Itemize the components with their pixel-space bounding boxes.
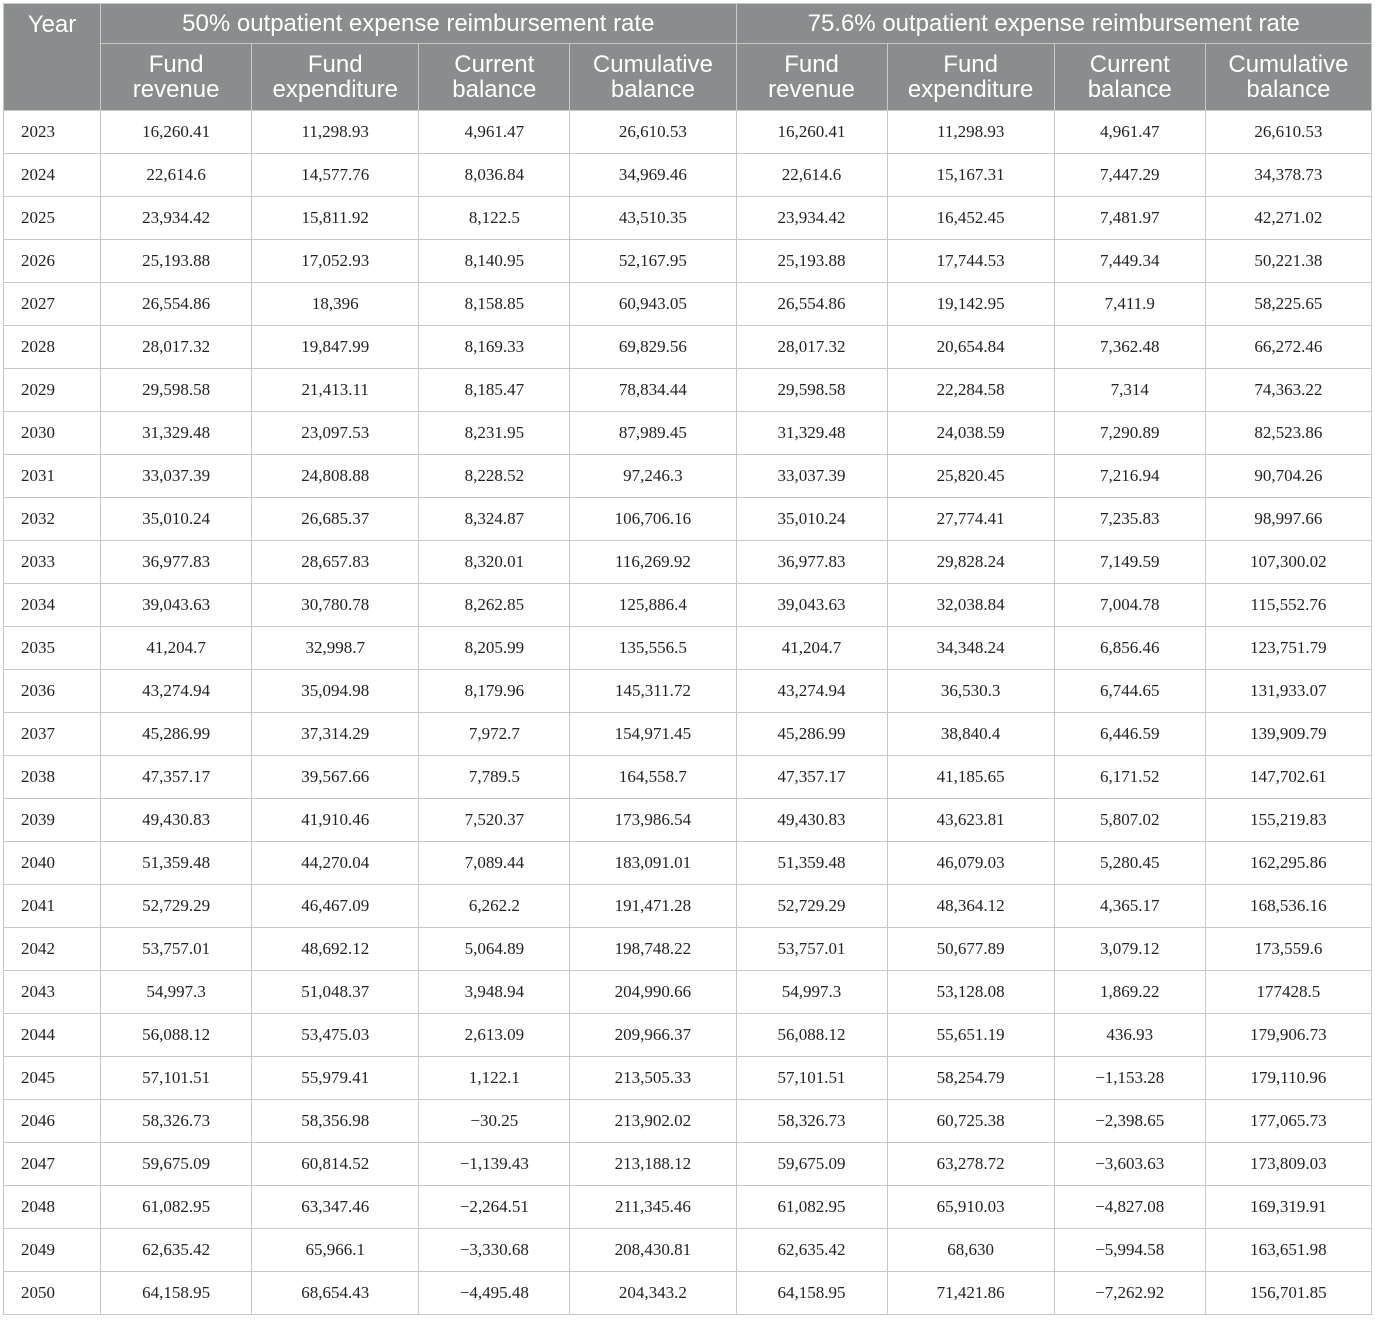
fund-revenue-cell: 28,017.32 <box>101 326 252 369</box>
cumulative-balance-cell: 42,271.02 <box>1205 197 1371 240</box>
fund-revenue-cell: 53,757.01 <box>101 928 252 971</box>
current-balance-cell: 7,290.89 <box>1054 412 1205 455</box>
table-row <box>4 326 1372 369</box>
year-cell: 2042 <box>4 928 101 971</box>
table-row <box>4 627 1372 670</box>
cumulative-balance-cell: 34,378.73 <box>1205 154 1371 197</box>
year-cell: 2043 <box>4 971 101 1014</box>
current-balance-cell: 4,961.47 <box>1054 111 1205 154</box>
current-balance-cell: 8,036.84 <box>419 154 570 197</box>
current-balance-cell: 7,972.7 <box>419 713 570 756</box>
fund-expenditure-cell: 51,048.37 <box>252 971 419 1014</box>
cumulative-balance-cell: 183,091.01 <box>570 842 736 885</box>
fund-revenue-cell: 45,286.99 <box>101 713 252 756</box>
group-header-75-6pct: 75.6% outpatient expense reimbursement rate <box>736 4 1372 44</box>
table-row <box>4 1186 1372 1229</box>
col-header-cumulative-balance: Cumulative balance <box>1205 44 1371 111</box>
group-header-50pct: 50% outpatient expense reimbursement rate <box>101 4 736 44</box>
table-row <box>4 455 1372 498</box>
year-cell: 2034 <box>4 584 101 627</box>
cumulative-balance-cell: 168,536.16 <box>1205 885 1371 928</box>
fund-expenditure-cell: 48,364.12 <box>887 885 1054 928</box>
current-balance-cell: −1,139.43 <box>419 1143 570 1186</box>
table-row <box>4 240 1372 283</box>
current-balance-cell: 6,171.52 <box>1054 756 1205 799</box>
col-header-fund-revenue: Fund revenue <box>736 44 887 111</box>
year-cell: 2036 <box>4 670 101 713</box>
current-balance-cell: 1,869.22 <box>1054 971 1205 1014</box>
current-balance-cell: −1,153.28 <box>1054 1057 1205 1100</box>
cumulative-balance-cell: 204,343.2 <box>570 1272 736 1315</box>
fund-revenue-cell: 57,101.51 <box>101 1057 252 1100</box>
fund-revenue-cell: 53,757.01 <box>736 928 887 971</box>
cumulative-balance-cell: 66,272.46 <box>1205 326 1371 369</box>
cumulative-balance-cell: 208,430.81 <box>570 1229 736 1272</box>
fund-revenue-cell: 58,326.73 <box>736 1100 887 1143</box>
fund-revenue-cell: 64,158.95 <box>101 1272 252 1315</box>
cumulative-balance-cell: 191,471.28 <box>570 885 736 928</box>
table-row <box>4 1272 1372 1315</box>
table-row <box>4 670 1372 713</box>
table-row <box>4 283 1372 326</box>
fund-revenue-cell: 45,286.99 <box>736 713 887 756</box>
year-cell: 2041 <box>4 885 101 928</box>
current-balance-cell: −3,330.68 <box>419 1229 570 1272</box>
current-balance-cell: 8,324.87 <box>419 498 570 541</box>
cumulative-balance-cell: 147,702.61 <box>1205 756 1371 799</box>
fund-expenditure-cell: 46,467.09 <box>252 885 419 928</box>
current-balance-cell: 3,948.94 <box>419 971 570 1014</box>
year-cell: 2035 <box>4 627 101 670</box>
fund-expenditure-cell: 30,780.78 <box>252 584 419 627</box>
table-row <box>4 197 1372 240</box>
fund-expenditure-cell: 60,814.52 <box>252 1143 419 1186</box>
fund-expenditure-cell: 58,356.98 <box>252 1100 419 1143</box>
fund-revenue-cell: 62,635.42 <box>736 1229 887 1272</box>
current-balance-cell: −2,398.65 <box>1054 1100 1205 1143</box>
fund-revenue-cell: 33,037.39 <box>101 455 252 498</box>
year-cell: 2027 <box>4 283 101 326</box>
current-balance-cell: −4,827.08 <box>1054 1186 1205 1229</box>
year-cell: 2031 <box>4 455 101 498</box>
current-balance-cell: 1,122.1 <box>419 1057 570 1100</box>
fund-expenditure-cell: 18,396 <box>252 283 419 326</box>
fund-revenue-cell: 61,082.95 <box>736 1186 887 1229</box>
fund-expenditure-cell: 19,142.95 <box>887 283 1054 326</box>
fund-revenue-cell: 61,082.95 <box>101 1186 252 1229</box>
fund-expenditure-cell: 46,079.03 <box>887 842 1054 885</box>
fund-expenditure-cell: 35,094.98 <box>252 670 419 713</box>
fund-expenditure-cell: 20,654.84 <box>887 326 1054 369</box>
fund-expenditure-cell: 38,840.4 <box>887 713 1054 756</box>
fund-expenditure-cell: 55,979.41 <box>252 1057 419 1100</box>
fund-revenue-cell: 56,088.12 <box>736 1014 887 1057</box>
current-balance-cell: 7,520.37 <box>419 799 570 842</box>
current-balance-cell: 5,064.89 <box>419 928 570 971</box>
fund-revenue-cell: 54,997.3 <box>736 971 887 1014</box>
cumulative-balance-cell: 198,748.22 <box>570 928 736 971</box>
cumulative-balance-cell: 155,219.83 <box>1205 799 1371 842</box>
year-cell: 2038 <box>4 756 101 799</box>
cumulative-balance-cell: 107,300.02 <box>1205 541 1371 584</box>
fund-expenditure-cell: 22,284.58 <box>887 369 1054 412</box>
fund-expenditure-cell: 48,692.12 <box>252 928 419 971</box>
year-cell: 2028 <box>4 326 101 369</box>
table-row <box>4 369 1372 412</box>
cumulative-balance-cell: 97,246.3 <box>570 455 736 498</box>
fund-revenue-cell: 52,729.29 <box>101 885 252 928</box>
fund-revenue-cell: 25,193.88 <box>101 240 252 283</box>
fund-revenue-cell: 16,260.41 <box>101 111 252 154</box>
year-cell: 2023 <box>4 111 101 154</box>
col-header-fund-revenue: Fund revenue <box>101 44 252 111</box>
cumulative-balance-cell: 60,943.05 <box>570 283 736 326</box>
year-cell: 2048 <box>4 1186 101 1229</box>
current-balance-cell: 6,262.2 <box>419 885 570 928</box>
year-cell: 2024 <box>4 154 101 197</box>
cumulative-balance-cell: 173,986.54 <box>570 799 736 842</box>
col-header-current-balance: Current balance <box>419 44 570 111</box>
cumulative-balance-cell: 116,269.92 <box>570 541 736 584</box>
cumulative-balance-cell: 209,966.37 <box>570 1014 736 1057</box>
fund-expenditure-cell: 26,685.37 <box>252 498 419 541</box>
cumulative-balance-cell: 169,319.91 <box>1205 1186 1371 1229</box>
table-row <box>4 799 1372 842</box>
current-balance-cell: 8,228.52 <box>419 455 570 498</box>
table-row <box>4 1229 1372 1272</box>
fund-revenue-cell: 54,997.3 <box>101 971 252 1014</box>
table-row <box>4 584 1372 627</box>
fund-expenditure-cell: 50,677.89 <box>887 928 1054 971</box>
fund-revenue-cell: 49,430.83 <box>736 799 887 842</box>
current-balance-cell: −3,603.63 <box>1054 1143 1205 1186</box>
fund-revenue-cell: 31,329.48 <box>736 412 887 455</box>
cumulative-balance-cell: 123,751.79 <box>1205 627 1371 670</box>
cumulative-balance-cell: 26,610.53 <box>1205 111 1371 154</box>
fund-revenue-cell: 52,729.29 <box>736 885 887 928</box>
fund-revenue-cell: 41,204.7 <box>101 627 252 670</box>
current-balance-cell: 6,856.46 <box>1054 627 1205 670</box>
current-balance-cell: 4,961.47 <box>419 111 570 154</box>
current-balance-cell: 7,149.59 <box>1054 541 1205 584</box>
fund-expenditure-cell: 24,808.88 <box>252 455 419 498</box>
current-balance-cell: −2,264.51 <box>419 1186 570 1229</box>
fund-revenue-cell: 22,614.6 <box>736 154 887 197</box>
cumulative-balance-cell: 173,809.03 <box>1205 1143 1371 1186</box>
cumulative-balance-cell: 213,902.02 <box>570 1100 736 1143</box>
fund-revenue-cell: 36,977.83 <box>101 541 252 584</box>
col-header-fund-expenditure: Fund expenditure <box>252 44 419 111</box>
cumulative-balance-cell: 177,065.73 <box>1205 1100 1371 1143</box>
cumulative-balance-cell: 26,610.53 <box>570 111 736 154</box>
fund-revenue-cell: 51,359.48 <box>101 842 252 885</box>
fund-expenditure-cell: 65,910.03 <box>887 1186 1054 1229</box>
year-cell: 2040 <box>4 842 101 885</box>
fund-expenditure-cell: 16,452.45 <box>887 197 1054 240</box>
fund-revenue-cell: 43,274.94 <box>736 670 887 713</box>
fund-expenditure-cell: 14,577.76 <box>252 154 419 197</box>
current-balance-cell: 2,613.09 <box>419 1014 570 1057</box>
fund-revenue-cell: 41,204.7 <box>736 627 887 670</box>
table-row <box>4 498 1372 541</box>
cumulative-balance-cell: 82,523.86 <box>1205 412 1371 455</box>
col-header-cumulative-balance: Cumulative balance <box>570 44 736 111</box>
fund-revenue-cell: 39,043.63 <box>736 584 887 627</box>
fund-expenditure-cell: 19,847.99 <box>252 326 419 369</box>
fund-revenue-cell: 35,010.24 <box>736 498 887 541</box>
cumulative-balance-cell: 154,971.45 <box>570 713 736 756</box>
cumulative-balance-cell: 135,556.5 <box>570 627 736 670</box>
year-cell: 2026 <box>4 240 101 283</box>
current-balance-cell: 6,744.65 <box>1054 670 1205 713</box>
year-cell: 2046 <box>4 1100 101 1143</box>
current-balance-cell: 7,481.97 <box>1054 197 1205 240</box>
fund-expenditure-cell: 63,278.72 <box>887 1143 1054 1186</box>
fund-projection-table <box>3 3 1372 1315</box>
fund-revenue-cell: 26,554.86 <box>101 283 252 326</box>
fund-revenue-cell: 26,554.86 <box>736 283 887 326</box>
fund-revenue-cell: 57,101.51 <box>736 1057 887 1100</box>
current-balance-cell: 7,447.29 <box>1054 154 1205 197</box>
table-row <box>4 1057 1372 1100</box>
fund-revenue-cell: 59,675.09 <box>736 1143 887 1186</box>
cumulative-balance-cell: 78,834.44 <box>570 369 736 412</box>
fund-expenditure-cell: 28,657.83 <box>252 541 419 584</box>
current-balance-cell: 8,179.96 <box>419 670 570 713</box>
fund-expenditure-cell: 36,530.3 <box>887 670 1054 713</box>
cumulative-balance-cell: 139,909.79 <box>1205 713 1371 756</box>
year-cell: 2025 <box>4 197 101 240</box>
fund-expenditure-cell: 58,254.79 <box>887 1057 1054 1100</box>
fund-revenue-cell: 29,598.58 <box>736 369 887 412</box>
fund-expenditure-cell: 53,475.03 <box>252 1014 419 1057</box>
cumulative-balance-cell: 164,558.7 <box>570 756 736 799</box>
current-balance-cell: 8,205.99 <box>419 627 570 670</box>
fund-revenue-cell: 49,430.83 <box>101 799 252 842</box>
cumulative-balance-cell: 162,295.86 <box>1205 842 1371 885</box>
current-balance-cell: 8,262.85 <box>419 584 570 627</box>
current-balance-cell: 8,169.33 <box>419 326 570 369</box>
fund-expenditure-cell: 15,811.92 <box>252 197 419 240</box>
current-balance-cell: 8,231.95 <box>419 412 570 455</box>
fund-expenditure-cell: 53,128.08 <box>887 971 1054 1014</box>
cumulative-balance-cell: 58,225.65 <box>1205 283 1371 326</box>
fund-revenue-cell: 28,017.32 <box>736 326 887 369</box>
cumulative-balance-cell: 173,559.6 <box>1205 928 1371 971</box>
current-balance-cell: 436.93 <box>1054 1014 1205 1057</box>
fund-expenditure-cell: 32,038.84 <box>887 584 1054 627</box>
table-row <box>4 756 1372 799</box>
fund-expenditure-cell: 17,052.93 <box>252 240 419 283</box>
fund-expenditure-cell: 41,910.46 <box>252 799 419 842</box>
fund-expenditure-cell: 65,966.1 <box>252 1229 419 1272</box>
cumulative-balance-cell: 74,363.22 <box>1205 369 1371 412</box>
table-row <box>4 1143 1372 1186</box>
cumulative-balance-cell: 156,701.85 <box>1205 1272 1371 1315</box>
current-balance-cell: 5,807.02 <box>1054 799 1205 842</box>
year-cell: 2045 <box>4 1057 101 1100</box>
fund-expenditure-cell: 41,185.65 <box>887 756 1054 799</box>
table-row <box>4 154 1372 197</box>
table-row <box>4 412 1372 455</box>
fund-revenue-cell: 29,598.58 <box>101 369 252 412</box>
cumulative-balance-cell: 115,552.76 <box>1205 584 1371 627</box>
cumulative-balance-cell: 211,345.46 <box>570 1186 736 1229</box>
fund-revenue-cell: 31,329.48 <box>101 412 252 455</box>
fund-expenditure-cell: 63,347.46 <box>252 1186 419 1229</box>
cumulative-balance-cell: 213,188.12 <box>570 1143 736 1186</box>
fund-expenditure-cell: 71,421.86 <box>887 1272 1054 1315</box>
fund-revenue-cell: 23,934.42 <box>736 197 887 240</box>
year-cell: 2044 <box>4 1014 101 1057</box>
fund-revenue-cell: 43,274.94 <box>101 670 252 713</box>
cumulative-balance-cell: 50,221.38 <box>1205 240 1371 283</box>
year-cell: 2032 <box>4 498 101 541</box>
table-header <box>4 4 1372 111</box>
fund-revenue-cell: 35,010.24 <box>101 498 252 541</box>
current-balance-cell: −7,262.92 <box>1054 1272 1205 1315</box>
cumulative-balance-cell: 213,505.33 <box>570 1057 736 1100</box>
cumulative-balance-cell: 179,110.96 <box>1205 1057 1371 1100</box>
fund-revenue-cell: 23,934.42 <box>101 197 252 240</box>
year-cell: 2037 <box>4 713 101 756</box>
current-balance-cell: 7,411.9 <box>1054 283 1205 326</box>
fund-expenditure-cell: 44,270.04 <box>252 842 419 885</box>
fund-revenue-cell: 22,614.6 <box>101 154 252 197</box>
year-cell: 2039 <box>4 799 101 842</box>
cumulative-balance-cell: 131,933.07 <box>1205 670 1371 713</box>
table-row <box>4 111 1372 154</box>
fund-revenue-cell: 51,359.48 <box>736 842 887 885</box>
table-row <box>4 842 1372 885</box>
fund-expenditure-cell: 39,567.66 <box>252 756 419 799</box>
current-balance-cell: 8,122.5 <box>419 197 570 240</box>
fund-expenditure-cell: 15,167.31 <box>887 154 1054 197</box>
cumulative-balance-cell: 90,704.26 <box>1205 455 1371 498</box>
current-balance-cell: 5,280.45 <box>1054 842 1205 885</box>
table-body <box>4 111 1372 1315</box>
cumulative-balance-cell: 43,510.35 <box>570 197 736 240</box>
current-balance-cell: 7,235.83 <box>1054 498 1205 541</box>
current-balance-cell: −30.25 <box>419 1100 570 1143</box>
fund-expenditure-cell: 17,744.53 <box>887 240 1054 283</box>
fund-revenue-cell: 47,357.17 <box>101 756 252 799</box>
fund-expenditure-cell: 37,314.29 <box>252 713 419 756</box>
fund-revenue-cell: 36,977.83 <box>736 541 887 584</box>
table-row <box>4 1014 1372 1057</box>
cumulative-balance-cell: 145,311.72 <box>570 670 736 713</box>
fund-revenue-cell: 59,675.09 <box>101 1143 252 1186</box>
fund-expenditure-cell: 43,623.81 <box>887 799 1054 842</box>
fund-expenditure-cell: 27,774.41 <box>887 498 1054 541</box>
fund-revenue-cell: 56,088.12 <box>101 1014 252 1057</box>
year-cell: 2050 <box>4 1272 101 1315</box>
fund-expenditure-cell: 11,298.93 <box>887 111 1054 154</box>
table-row <box>4 928 1372 971</box>
year-cell: 2029 <box>4 369 101 412</box>
cumulative-balance-cell: 163,651.98 <box>1205 1229 1371 1272</box>
fund-expenditure-cell: 55,651.19 <box>887 1014 1054 1057</box>
fund-expenditure-cell: 32,998.7 <box>252 627 419 670</box>
current-balance-cell: 7,449.34 <box>1054 240 1205 283</box>
cumulative-balance-cell: 69,829.56 <box>570 326 736 369</box>
fund-expenditure-cell: 29,828.24 <box>887 541 1054 584</box>
current-balance-cell: 7,216.94 <box>1054 455 1205 498</box>
table-row <box>4 713 1372 756</box>
table-row <box>4 971 1372 1014</box>
current-balance-cell: 7,004.78 <box>1054 584 1205 627</box>
cumulative-balance-cell: 87,989.45 <box>570 412 736 455</box>
cumulative-balance-cell: 204,990.66 <box>570 971 736 1014</box>
table-row <box>4 885 1372 928</box>
fund-revenue-cell: 62,635.42 <box>101 1229 252 1272</box>
year-cell: 2049 <box>4 1229 101 1272</box>
table-row <box>4 1100 1372 1143</box>
col-header-current-balance: Current balance <box>1054 44 1205 111</box>
year-header: Year <box>4 4 101 111</box>
fund-expenditure-cell: 68,630 <box>887 1229 1054 1272</box>
current-balance-cell: −4,495.48 <box>419 1272 570 1315</box>
cumulative-balance-cell: 98,997.66 <box>1205 498 1371 541</box>
fund-expenditure-cell: 68,654.43 <box>252 1272 419 1315</box>
fund-revenue-cell: 25,193.88 <box>736 240 887 283</box>
fund-revenue-cell: 39,043.63 <box>101 584 252 627</box>
fund-expenditure-cell: 24,038.59 <box>887 412 1054 455</box>
cumulative-balance-cell: 125,886.4 <box>570 584 736 627</box>
cumulative-balance-cell: 34,969.46 <box>570 154 736 197</box>
current-balance-cell: 8,140.95 <box>419 240 570 283</box>
current-balance-cell: −5,994.58 <box>1054 1229 1205 1272</box>
current-balance-cell: 7,362.48 <box>1054 326 1205 369</box>
current-balance-cell: 3,079.12 <box>1054 928 1205 971</box>
current-balance-cell: 8,320.01 <box>419 541 570 584</box>
current-balance-cell: 7,314 <box>1054 369 1205 412</box>
fund-revenue-cell: 33,037.39 <box>736 455 887 498</box>
current-balance-cell: 6,446.59 <box>1054 713 1205 756</box>
year-cell: 2030 <box>4 412 101 455</box>
table-row <box>4 541 1372 584</box>
current-balance-cell: 8,158.85 <box>419 283 570 326</box>
current-balance-cell: 7,789.5 <box>419 756 570 799</box>
cumulative-balance-cell: 52,167.95 <box>570 240 736 283</box>
current-balance-cell: 8,185.47 <box>419 369 570 412</box>
fund-expenditure-cell: 21,413.11 <box>252 369 419 412</box>
current-balance-cell: 4,365.17 <box>1054 885 1205 928</box>
fund-expenditure-cell: 25,820.45 <box>887 455 1054 498</box>
fund-expenditure-cell: 11,298.93 <box>252 111 419 154</box>
cumulative-balance-cell: 179,906.73 <box>1205 1014 1371 1057</box>
year-cell: 2033 <box>4 541 101 584</box>
col-header-fund-expenditure: Fund expenditure <box>887 44 1054 111</box>
fund-revenue-cell: 47,357.17 <box>736 756 887 799</box>
year-cell: 2047 <box>4 1143 101 1186</box>
current-balance-cell: 7,089.44 <box>419 842 570 885</box>
fund-expenditure-cell: 23,097.53 <box>252 412 419 455</box>
fund-revenue-cell: 16,260.41 <box>736 111 887 154</box>
cumulative-balance-cell: 106,706.16 <box>570 498 736 541</box>
fund-revenue-cell: 58,326.73 <box>101 1100 252 1143</box>
fund-revenue-cell: 64,158.95 <box>736 1272 887 1315</box>
cumulative-balance-cell: 177428.5 <box>1205 971 1371 1014</box>
fund-expenditure-cell: 34,348.24 <box>887 627 1054 670</box>
fund-expenditure-cell: 60,725.38 <box>887 1100 1054 1143</box>
